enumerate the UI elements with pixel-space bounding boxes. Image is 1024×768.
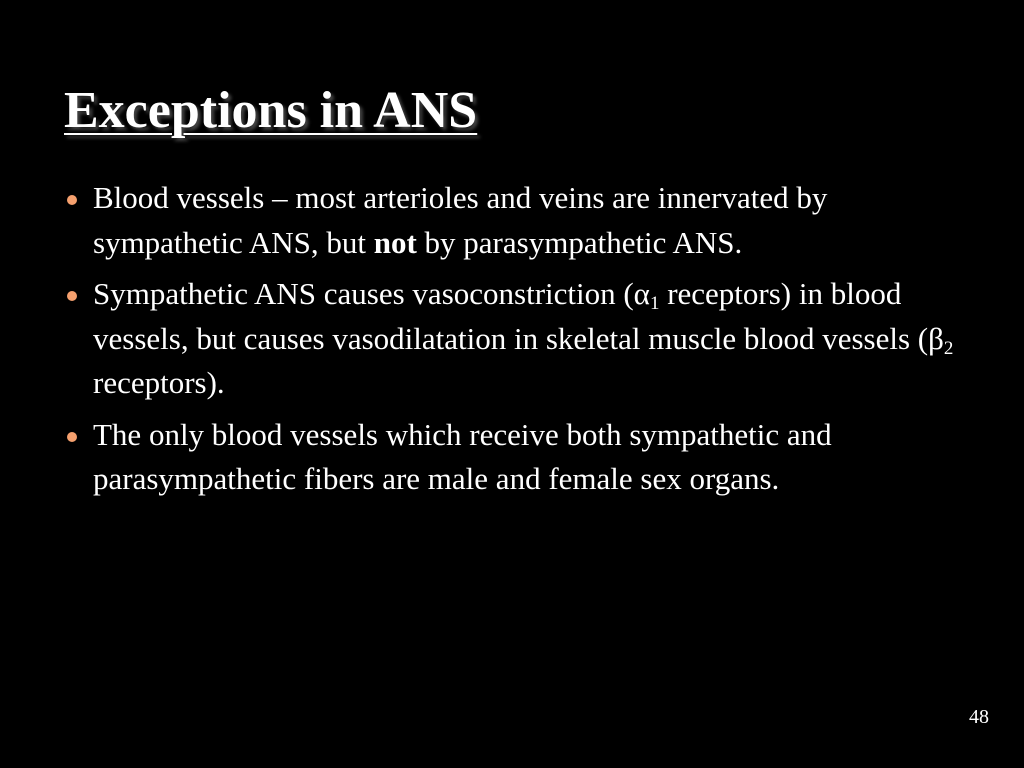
page-number: 48	[969, 706, 989, 728]
alpha-subscript: 1	[649, 293, 660, 314]
bullet-dot-icon	[67, 432, 77, 442]
bullet-list	[64, 176, 964, 509]
bullet-text-start: Blood vessels – most arterioles and veins are innervated by sympathetic ANS, but	[93, 180, 828, 260]
slide-title: Exceptions in ANS	[64, 82, 478, 139]
bullet-text-part1: Sympathetic ANS causes vasoconstriction (α	[93, 276, 650, 311]
bullet-text: The only blood vessels which receive both sympathetic and parasympathetic fibers are male and female sex organs.	[93, 416, 832, 496]
bullet-text-part3: receptors).	[93, 365, 225, 400]
bullet-item-sex-organs	[64, 413, 964, 502]
bullet-text-part2: receptors) in blood vessels, but causes vasodilatation in skeletal muscle blood vessels (β	[93, 276, 944, 356]
bullet-text-end: by parasympathetic ANS.	[416, 224, 743, 260]
bullet-dot-icon	[67, 291, 77, 301]
beta-subscript: 2	[943, 337, 954, 359]
bullet-item-blood-vessels	[64, 176, 964, 265]
bullet-dot-icon	[67, 195, 77, 205]
bullet-item-sympathetic	[64, 272, 964, 406]
bullet-text-bold: not	[373, 224, 417, 260]
